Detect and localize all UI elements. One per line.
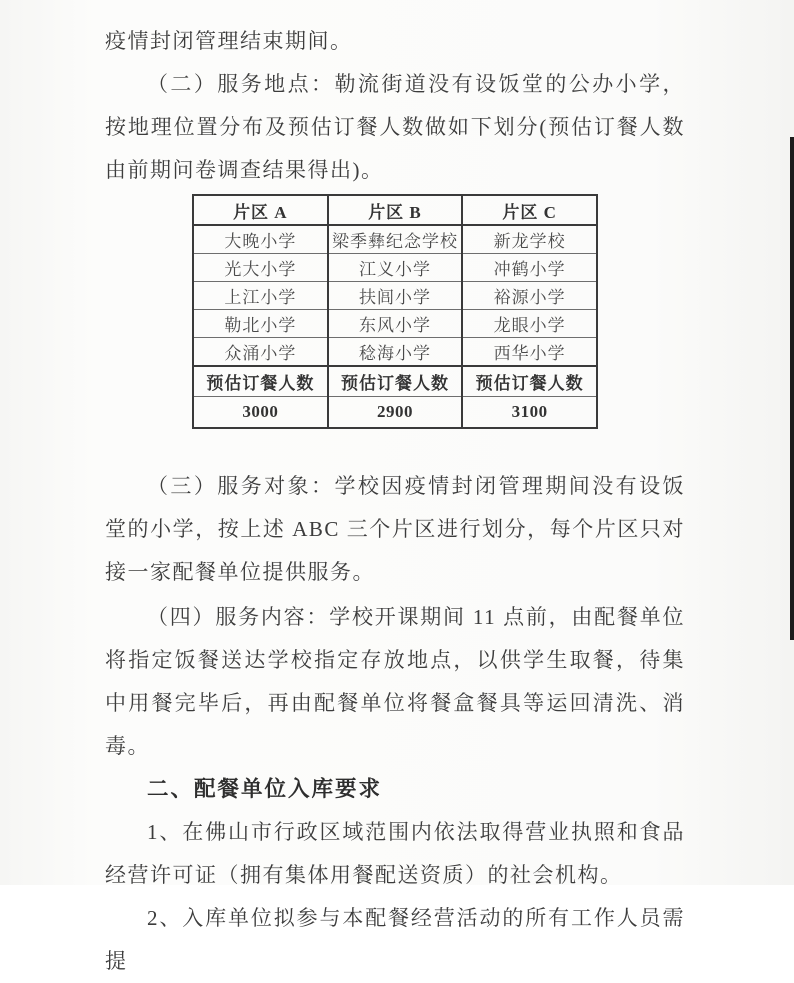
school-cell: 扶闾小学 [328, 282, 463, 310]
school-row-1 [193, 225, 597, 254]
table-header-district-c: 片区 C [462, 195, 597, 225]
school-cell: 冲鹤小学 [462, 254, 597, 282]
school-cell: 新龙学校 [462, 225, 597, 254]
estimate-value-cell: 3100 [462, 397, 597, 429]
school-cell: 裕源小学 [462, 282, 597, 310]
school-cell: 上江小学 [193, 282, 328, 310]
estimate-label-row [193, 366, 597, 397]
document-content [105, 20, 685, 983]
para-service-target: （三）服务对象：学校因疫情封闭管理期间没有设饭堂的小学，按上述 ABC 三个片区进行划分，每个片区只对接一家配餐单位提供服务。 [105, 474, 685, 584]
table-header-district-b: 片区 B [328, 195, 463, 225]
school-row-3 [193, 282, 597, 310]
school-cell: 江义小学 [328, 254, 463, 282]
school-cell: 梁季彝纪念学校 [328, 225, 463, 254]
school-row-5 [193, 338, 597, 367]
school-cell: 勒北小学 [193, 310, 328, 338]
district-schools-table [192, 194, 598, 429]
estimate-value-cell: 2900 [328, 397, 463, 429]
estimate-label-cell: 预估订餐人数 [193, 366, 328, 397]
requirement-item-2: 2、入库单位拟参与本配餐经营活动的所有工作人员需提 [105, 906, 685, 973]
estimate-value-row [193, 397, 597, 429]
estimate-value-cell: 3000 [193, 397, 328, 429]
school-cell: 东风小学 [328, 310, 463, 338]
district-table-wrapper [192, 194, 598, 429]
school-row-4 [193, 310, 597, 338]
school-cell: 稔海小学 [328, 338, 463, 367]
school-cell: 龙眼小学 [462, 310, 597, 338]
school-cell: 西华小学 [462, 338, 597, 367]
para-service-location: （二）服务地点：勒流街道没有设饭堂的公办小学，按地理位置分布及预估订餐人数做如下划分(预估订餐人数由前期问卷调查结果得出)。 [105, 72, 685, 182]
table-header-district-a: 片区 A [193, 195, 328, 225]
table-header-row [193, 195, 597, 225]
para-service-content: （四）服务内容：学校开课期间 11 点前，由配餐单位将指定饭餐送达学校指定存放地点，以供学生取餐，待集中用餐完毕后，再由配餐单位将餐盒餐具等运回清洗、消毒。 [105, 605, 685, 758]
estimate-label-cell: 预估订餐人数 [462, 366, 597, 397]
requirement-item-1: 1、在佛山市行政区域范围内依法取得营业执照和食品经营许可证（拥有集体用餐配送资质）的社会机构。 [105, 820, 685, 887]
scan-edge-artifact [790, 137, 794, 640]
estimate-label-cell: 预估订餐人数 [328, 366, 463, 397]
school-cell: 大晚小学 [193, 225, 328, 254]
school-cell: 众涌小学 [193, 338, 328, 367]
school-row-2 [193, 254, 597, 282]
section-heading-catering-requirements: 二、配餐单位入库要求 [147, 777, 383, 801]
para-pandemic-closure: 疫情封闭管理结束期间。 [105, 29, 353, 53]
school-cell: 光大小学 [193, 254, 328, 282]
